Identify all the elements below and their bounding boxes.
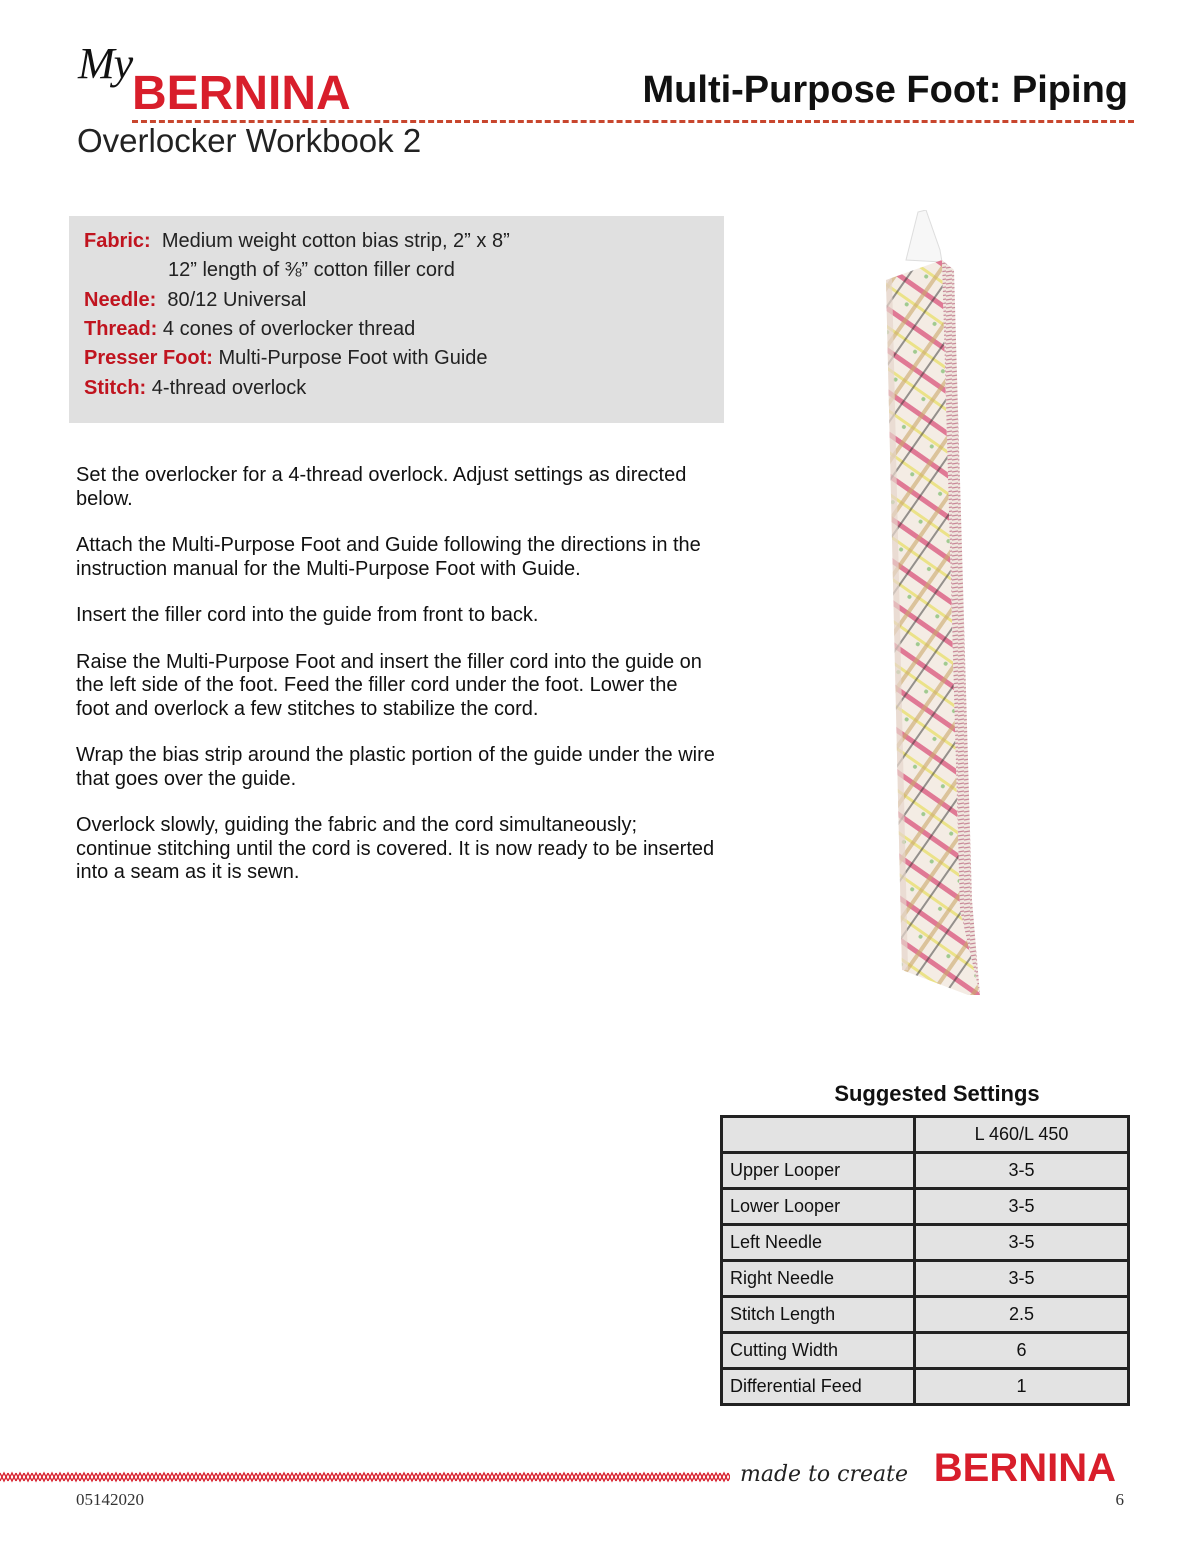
footer-logo: BERNINA [933, 1446, 1116, 1490]
table-row [722, 1189, 1129, 1225]
setting-name: Lower Looper [722, 1189, 915, 1225]
table-row [722, 1225, 1129, 1261]
instruction-step: Wrap the bias strip around the plastic portion of the guide under the wire that goes over the guide. [76, 744, 715, 790]
presser-foot-value: Multi-Purpose Foot with Guide [218, 347, 488, 369]
needle-row [84, 289, 306, 312]
stitch-label: Stitch: [84, 377, 147, 399]
setting-value: 3-5 [915, 1261, 1129, 1297]
page-number: 6 [1115, 1490, 1124, 1509]
thread-label: Thread: [84, 318, 158, 340]
table-row [722, 1261, 1129, 1297]
table-row [722, 1153, 1129, 1189]
setting-name: Stitch Length [722, 1297, 915, 1333]
instruction-step: Overlock slowly, guiding the fabric and the cord simultaneously; continue stitching until the cord is covered. It is now ready to be inserted into a seam as it is sewn. [76, 814, 715, 883]
table-header-row [722, 1117, 1129, 1153]
piping-sample-image [880, 210, 980, 995]
document-code: 05142020 [76, 1490, 144, 1509]
page-title: Multi-Purpose Foot: Piping [642, 69, 1128, 111]
instruction-step: Insert the filler cord into the guide from front to back. [76, 604, 539, 626]
settings-table [720, 1115, 1130, 1406]
thread-value: 4 cones of overlocker thread [162, 318, 416, 340]
tagline: made to create [740, 1462, 908, 1487]
needle-value: 80/12 Universal [167, 289, 307, 311]
needle-label: Needle: [84, 289, 157, 311]
logo-bernina: BERNINA [132, 67, 351, 120]
setting-value: 1 [915, 1369, 1129, 1405]
logo-my: My [78, 39, 133, 88]
model-column-header: L 460/L 450 [915, 1117, 1129, 1153]
instruction-step: Raise the Multi-Purpose Foot and insert the filler cord into the guide on the left side of the foot. Feed the filler cord under the foot. Lower the foot and overlock a few stitches to stabilize the cord. [76, 650, 702, 720]
setting-name: Cutting Width [722, 1333, 915, 1369]
stitch-value: 4-thread overlock [151, 377, 307, 399]
footer-zigzag-border [0, 1470, 730, 1484]
setting-value: 6 [915, 1333, 1129, 1369]
filler-cord-row [168, 259, 455, 282]
setting-name: Upper Looper [722, 1153, 915, 1189]
setting-value: 2.5 [915, 1297, 1129, 1333]
filler-cord-value: 12” length of ⅜” cotton filler cord [168, 259, 455, 281]
thread-row [84, 318, 415, 341]
instructions [76, 464, 716, 908]
setting-name: Left Needle [722, 1225, 915, 1261]
instruction-step: Attach the Multi-Purpose Foot and Guide following the directions in the instruction manual for the Multi-Purpose Foot with Guide. [76, 534, 701, 580]
fabric-value: Medium weight cotton bias strip, 2” x 8” [161, 230, 510, 252]
table-row [722, 1333, 1129, 1369]
presser-foot-row [84, 347, 488, 370]
setting-name: Right Needle [722, 1261, 915, 1297]
setting-name: Differential Feed [722, 1369, 915, 1405]
setting-value: 3-5 [915, 1225, 1129, 1261]
presser-foot-label: Presser Foot: [84, 347, 213, 369]
instruction-step: Set the overlocker for a 4-thread overlock. Adjust settings as directed below. [76, 464, 687, 510]
fabric-row [84, 230, 510, 253]
settings-title: Suggested Settings [834, 1081, 1040, 1106]
table-corner-cell [722, 1117, 915, 1153]
setting-value: 3-5 [915, 1153, 1129, 1189]
stitch-row [84, 377, 306, 400]
fabric-label: Fabric: [84, 230, 151, 252]
table-row [722, 1297, 1129, 1333]
setting-value: 3-5 [915, 1189, 1129, 1225]
workbook-title: Overlocker Workbook 2 [77, 122, 422, 159]
materials-panel [69, 216, 724, 423]
table-row [722, 1369, 1129, 1405]
